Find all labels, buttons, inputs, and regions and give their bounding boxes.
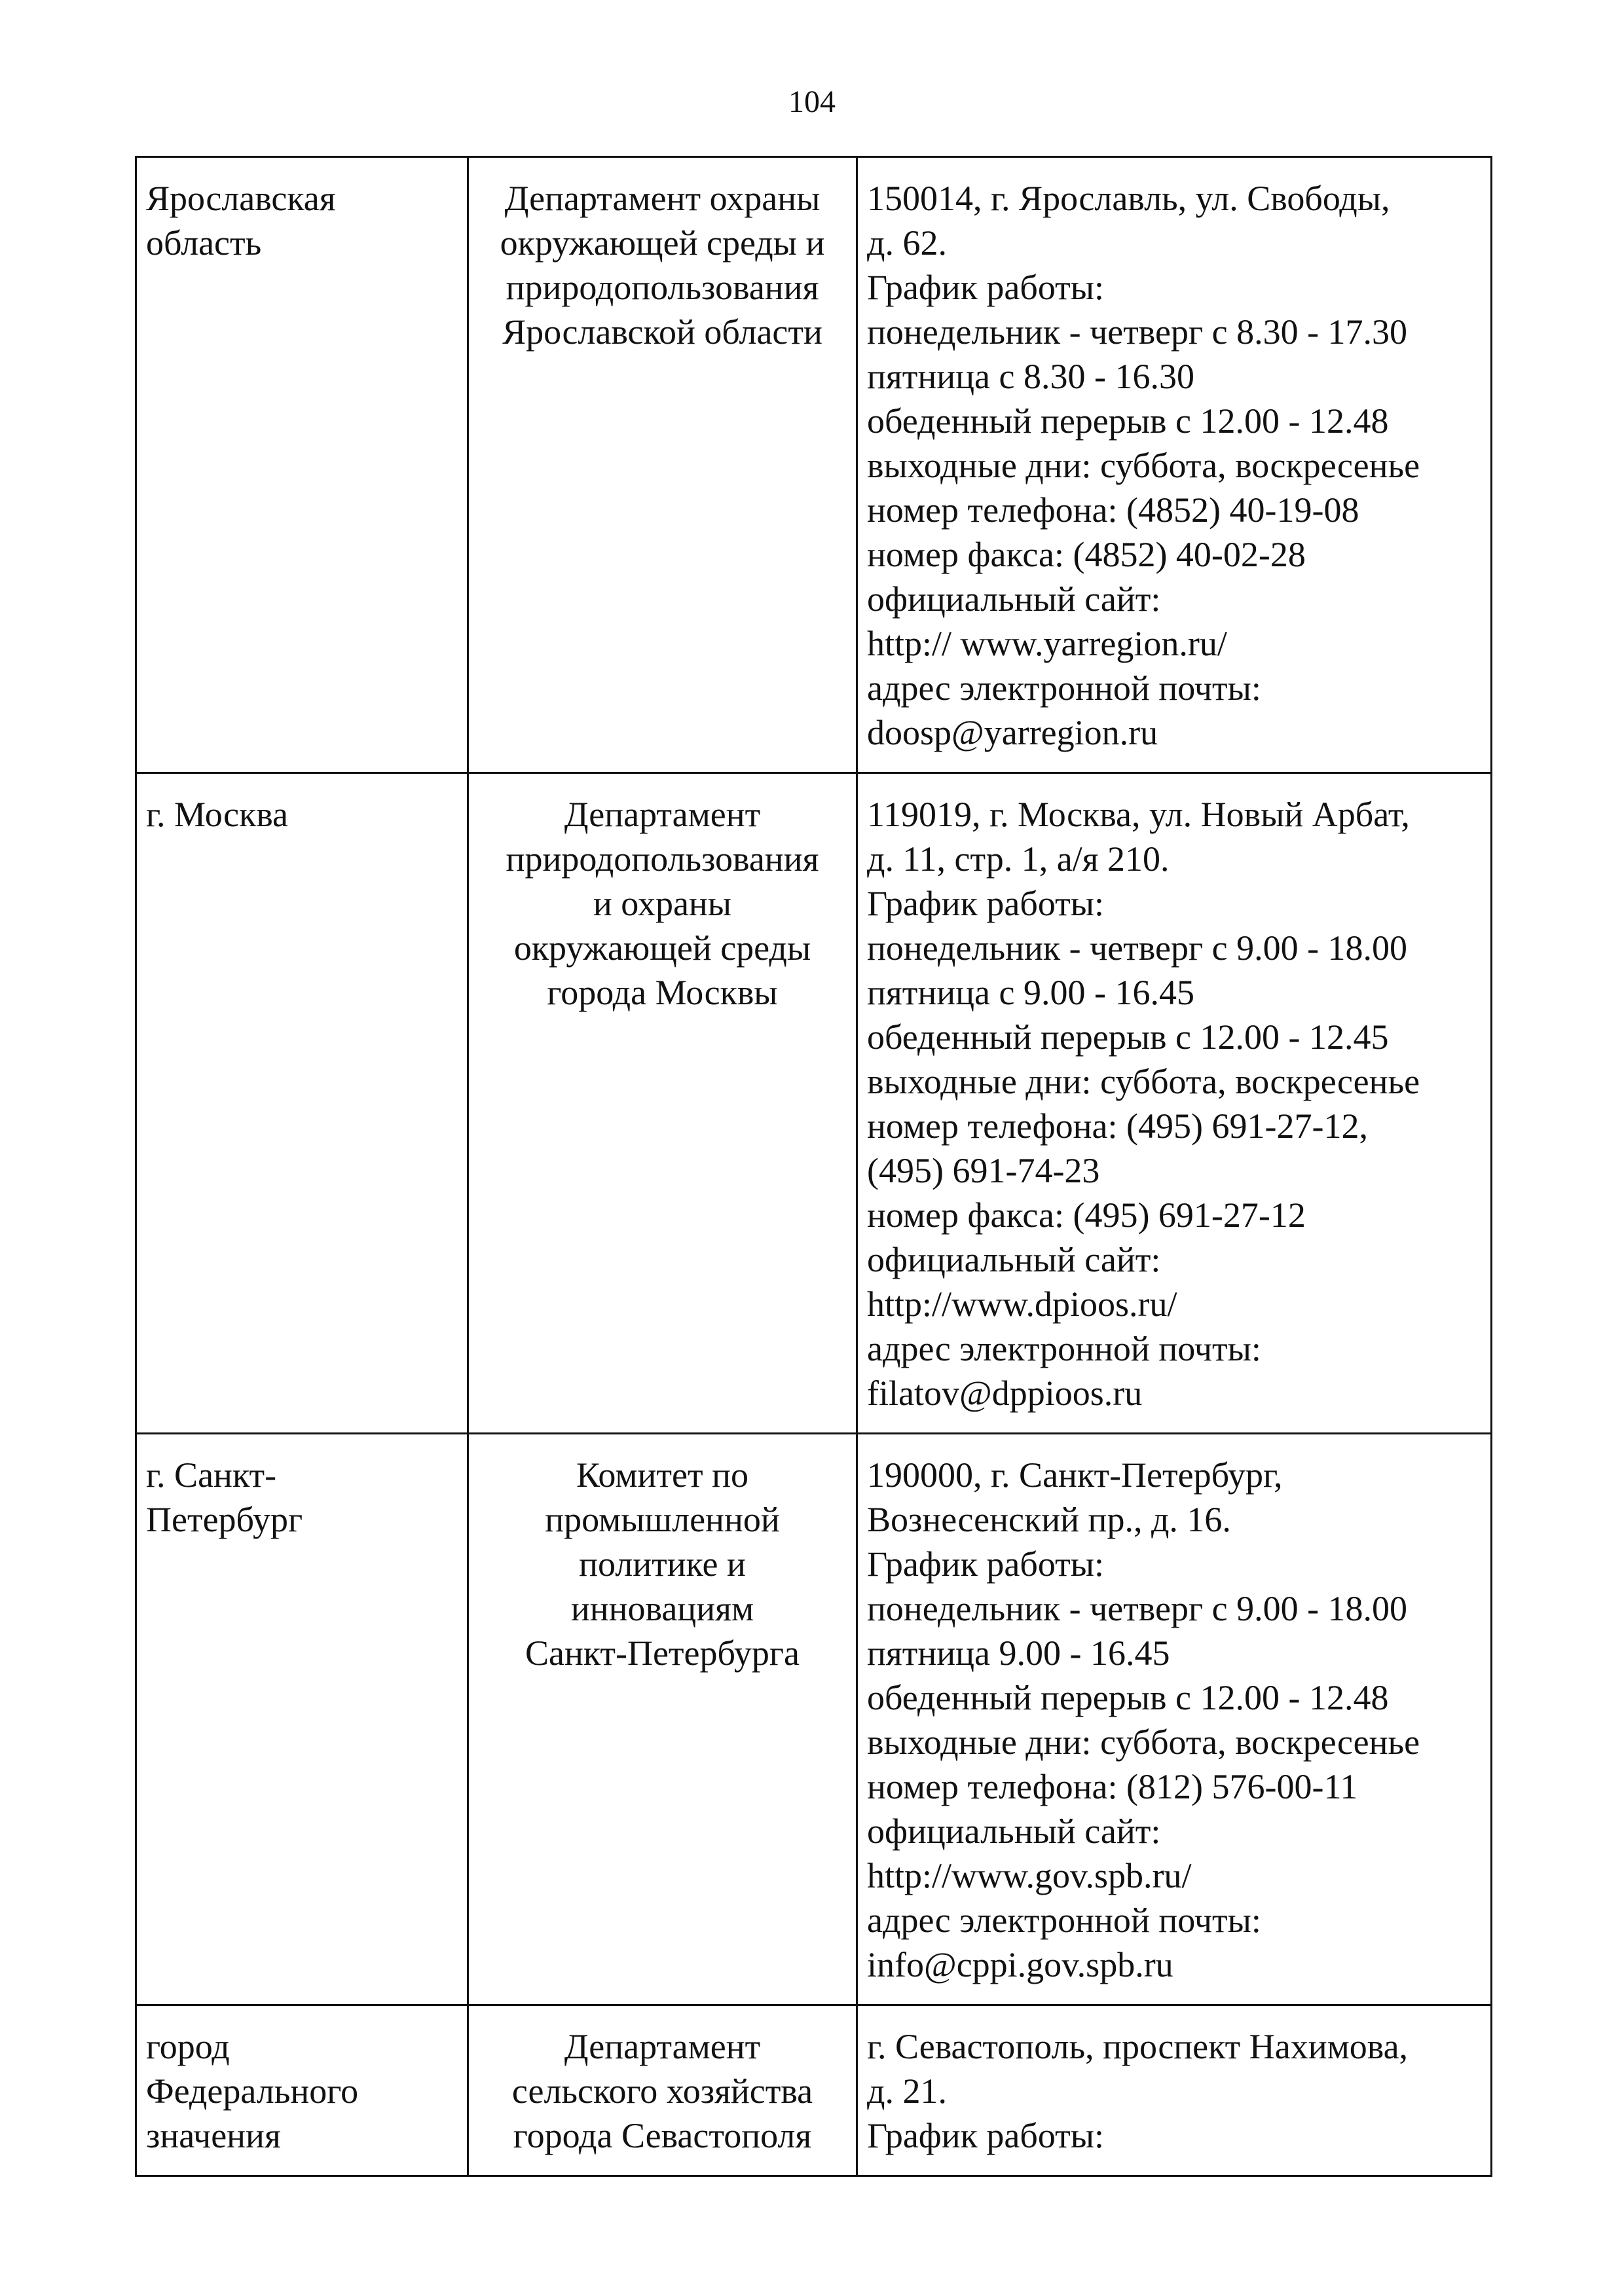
table-row — [136, 773, 1492, 1434]
region-cell — [136, 157, 468, 773]
contact-line: номер факса: (495) 691-27-12 — [867, 1195, 1306, 1235]
contact-line: http://www.gov.spb.ru/ — [867, 1856, 1192, 1895]
contact-line: адрес электронной почты: — [867, 1901, 1261, 1940]
contact-line: пятница с 8.30 - 16.30 — [867, 357, 1194, 396]
contact-line: пятница 9.00 - 16.45 — [867, 1633, 1170, 1673]
region-line: Федерального — [146, 2071, 359, 2111]
contact-cell — [857, 773, 1492, 1434]
contact-line: номер телефона: (812) 576-00-11 — [867, 1767, 1358, 1806]
contact-line: filatov@dppioos.ru — [867, 1374, 1143, 1413]
authority-line: политике и — [579, 1544, 746, 1584]
contact-line: обеденный перерыв с 12.00 - 12.48 — [867, 1678, 1389, 1717]
region-line: значения — [146, 2116, 281, 2155]
page-number: 104 — [788, 84, 836, 119]
contact-line: 190000, г. Санкт-Петербург, — [867, 1455, 1283, 1495]
contact-line: обеденный перерыв с 12.00 - 12.45 — [867, 1017, 1389, 1057]
authority-line: Департамент — [564, 795, 761, 834]
region-line: город — [146, 2027, 230, 2066]
authority-line: природопользования — [506, 268, 819, 307]
contact-line: номер факса: (4852) 40-02-28 — [867, 535, 1306, 574]
contact-line: официальный сайт: — [867, 1240, 1161, 1279]
contact-line: понедельник - четверг с 8.30 - 17.30 — [867, 312, 1408, 352]
contact-line: http://www.dpioos.ru/ — [867, 1285, 1177, 1324]
contact-line: выходные дни: суббота, воскресенье — [867, 1722, 1420, 1762]
authority-line: Комитет по — [576, 1455, 748, 1495]
contact-line: http:// www.yarregion.ru/ — [867, 624, 1227, 663]
authority-line: природопользования — [506, 839, 819, 879]
contact-line: адрес электронной почты: — [867, 668, 1261, 708]
table-row — [136, 2005, 1492, 2176]
authority-line: промышленной — [545, 1500, 780, 1539]
table-row — [136, 1434, 1492, 2005]
authority-cell — [468, 157, 857, 773]
contact-cell — [857, 1434, 1492, 2005]
region-line: Петербург — [146, 1500, 303, 1539]
region-cell — [136, 2005, 468, 2176]
region-cell — [136, 773, 468, 1434]
authority-line: города Москвы — [547, 973, 778, 1012]
region-line: Ярославская — [146, 179, 336, 218]
contact-cell — [857, 2005, 1492, 2176]
region-cell — [136, 1434, 468, 2005]
table-row — [136, 157, 1492, 773]
authorities-table — [135, 156, 1492, 2177]
authority-cell — [468, 2005, 857, 2176]
region-line: г. Санкт- — [146, 1455, 277, 1495]
authority-cell — [468, 773, 857, 1434]
contact-line: График работы: — [867, 884, 1105, 923]
contact-line: (495) 691-74-23 — [867, 1151, 1100, 1190]
authority-line: инновациям — [570, 1589, 754, 1628]
authority-line: Ярославской области — [502, 312, 822, 352]
contact-line: info@cppi.gov.spb.ru — [867, 1945, 1173, 1984]
contact-line: График работы: — [867, 1544, 1105, 1584]
authority-line: города Севастополя — [513, 2116, 812, 2155]
contact-line: г. Севастополь, проспект Нахимова, — [867, 2027, 1409, 2066]
contact-line: официальный сайт: — [867, 579, 1161, 619]
authority-line: и охраны — [593, 884, 732, 923]
authority-cell — [468, 1434, 857, 2005]
contact-line: официальный сайт: — [867, 1812, 1161, 1851]
authority-line: Департамент — [564, 2027, 761, 2066]
contact-line: График работы: — [867, 268, 1105, 307]
region-line: область — [146, 223, 262, 263]
contact-line: д. 21. — [867, 2071, 947, 2111]
contact-line: адрес электронной почты: — [867, 1329, 1261, 1368]
authority-line: Санкт-Петербурга — [525, 1633, 800, 1673]
contact-line: д. 62. — [867, 223, 947, 263]
contact-line: выходные дни: суббота, воскресенье — [867, 446, 1420, 485]
contact-line: пятница с 9.00 - 16.45 — [867, 973, 1194, 1012]
contact-line: понедельник - четверг с 9.00 - 18.00 — [867, 1589, 1408, 1628]
contact-line: График работы: — [867, 2116, 1105, 2155]
authority-line: окружающей среды — [513, 928, 811, 968]
contact-line: номер телефона: (495) 691-27-12, — [867, 1106, 1368, 1146]
contact-line: номер телефона: (4852) 40-19-08 — [867, 490, 1359, 530]
contact-line: doosp@yarregion.ru — [867, 713, 1158, 752]
authority-line: окружающей среды и — [500, 223, 825, 263]
contact-cell — [857, 157, 1492, 773]
authority-line: Департамент охраны — [504, 179, 821, 218]
authority-line: сельского хозяйства — [511, 2071, 813, 2111]
contact-line: д. 11, стр. 1, а/я 210. — [867, 839, 1170, 879]
contact-line: Вознесенский пр., д. 16. — [867, 1500, 1231, 1539]
contact-line: обеденный перерыв с 12.00 - 12.48 — [867, 401, 1389, 441]
contact-line: понедельник - четверг с 9.00 - 18.00 — [867, 928, 1408, 968]
contact-line: выходные дни: суббота, воскресенье — [867, 1062, 1420, 1101]
contact-line: 119019, г. Москва, ул. Новый Арбат, — [867, 795, 1410, 834]
contact-line: 150014, г. Ярославль, ул. Свободы, — [867, 179, 1390, 218]
region-line: г. Москва — [146, 795, 289, 834]
